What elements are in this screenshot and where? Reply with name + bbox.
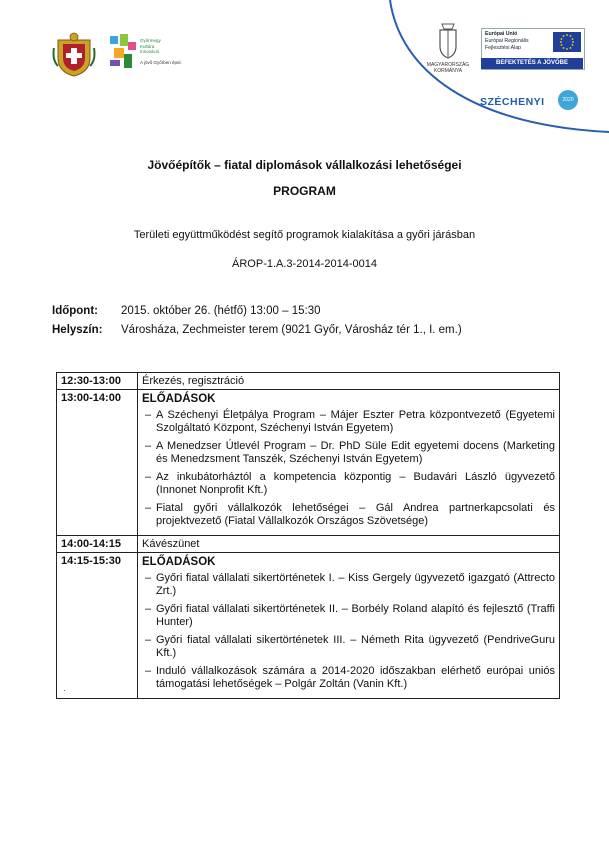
- document-subtitle: PROGRAM: [273, 184, 336, 198]
- schedule-row: [57, 553, 560, 699]
- session-heading: ELŐADÁSOK: [142, 393, 216, 405]
- gyor-city-logo: [108, 32, 218, 76]
- city-logo-line: Innováció: [140, 49, 160, 54]
- place-label: Helyszín:: [52, 324, 103, 336]
- place-value: Városháza, Zechmeister terem (9021 Győr, Városház tér 1., I. em.): [121, 324, 462, 336]
- eu-line: Európai Unió: [485, 31, 518, 37]
- schedule-session: [138, 553, 560, 699]
- city-logo-line: Győrmegy: [140, 38, 161, 43]
- session-item: – Győri fiatal vállalati sikertörténetek I. – Kiss Gergely ügyvezető igazgató (Attrecto Zrt.): [142, 572, 555, 598]
- schedule-text: Érkezés, regisztráció: [138, 373, 560, 390]
- session-item: – Győri fiatal vállalati sikertörténetek II. – Borbély Roland alapító és fejlesztő (Traffi Hunter): [142, 603, 555, 629]
- schedule-text: Kávészünet: [138, 536, 560, 553]
- szechenyi-2020-logo: [478, 90, 583, 120]
- hu-gov-line: MAGYARORSZÁG: [426, 62, 470, 68]
- city-logo-line: Kultúra: [140, 43, 155, 49]
- schedule-time: 13:00-14:00: [57, 390, 138, 536]
- session-item: – Fiatal győri vállalkozók lehetőségei – Gál Andrea partnerkapcsolati és projektvezető (Fiatal Vállalkozók Országos Szövetsége): [142, 502, 555, 528]
- session-item: – Induló vállalkozások számára a 2014-2020 időszakban elérhető európai uniós támogatási lehetőségek – Polgár Zoltán (Vanin Kft.): [142, 665, 555, 691]
- time-value: 2015. október 26. (hétfő) 13:00 – 15:30: [121, 305, 321, 317]
- szechenyi-text: SZÉCHENYI: [480, 96, 545, 108]
- schedule-time: 14:15-15:30: [57, 553, 138, 699]
- schedule-time: 14:00-14:15: [57, 536, 138, 553]
- coat-of-arms-logo: [50, 30, 98, 78]
- schedule-row: [57, 390, 560, 536]
- hungary-government-logo: [418, 22, 478, 92]
- eu-line: Fejlesztési Alap: [485, 45, 522, 51]
- header-arc: [0, 0, 609, 160]
- schedule-table: [56, 372, 560, 699]
- schedule-session: [138, 390, 560, 536]
- stray-mark: ·: [63, 686, 66, 695]
- hu-gov-line: KORMÁNYA: [433, 68, 463, 74]
- session-item: – A Széchenyi Életpálya Program – Májer Eszter Petra központvezető (Egyetemi Szolgáltató Központ, Széchenyi István Egyetem): [142, 409, 555, 435]
- session-heading: ELŐADÁSOK: [142, 556, 216, 568]
- project-code: ÁROP-1.A.3-2014-2014-0014: [232, 258, 377, 270]
- session-item: – A Menedzser Útlevél Program – Dr. PhD Süle Edit egyetemi docens (Marketing és Menedzsment Tanszék, Széchenyi István Egyetem): [142, 440, 555, 466]
- schedule-row: [57, 373, 560, 390]
- project-name: Területi együttműködést segítő programok kialakítása a győri járásban: [133, 229, 476, 241]
- szechenyi-year-badge: 2020: [558, 90, 578, 110]
- eu-banner: BEFEKTETÉS A JÖVŐBE: [481, 58, 583, 69]
- time-label: Időpont:: [52, 305, 98, 317]
- city-slogan: A jövő Győrben épül.: [140, 60, 182, 65]
- eu-flag-icon: [553, 32, 581, 52]
- schedule-time: 12:30-13:00: [57, 373, 138, 390]
- session-item: – Győri fiatal vállalati sikertörténetek III. – Németh Rita ügyvezető (PendriveGuru Kft.): [142, 634, 555, 660]
- eu-line: Európai Regionális: [485, 38, 529, 44]
- schedule-row: [57, 536, 560, 553]
- document-title: Jövőépítők – fiatal diplomások vállalkozási lehetőségei: [147, 158, 462, 172]
- session-item: – Az inkubátorháztól a kompetencia központig – Budavári László ügyvezető (Innonet Nonprofit Kft.): [142, 471, 555, 497]
